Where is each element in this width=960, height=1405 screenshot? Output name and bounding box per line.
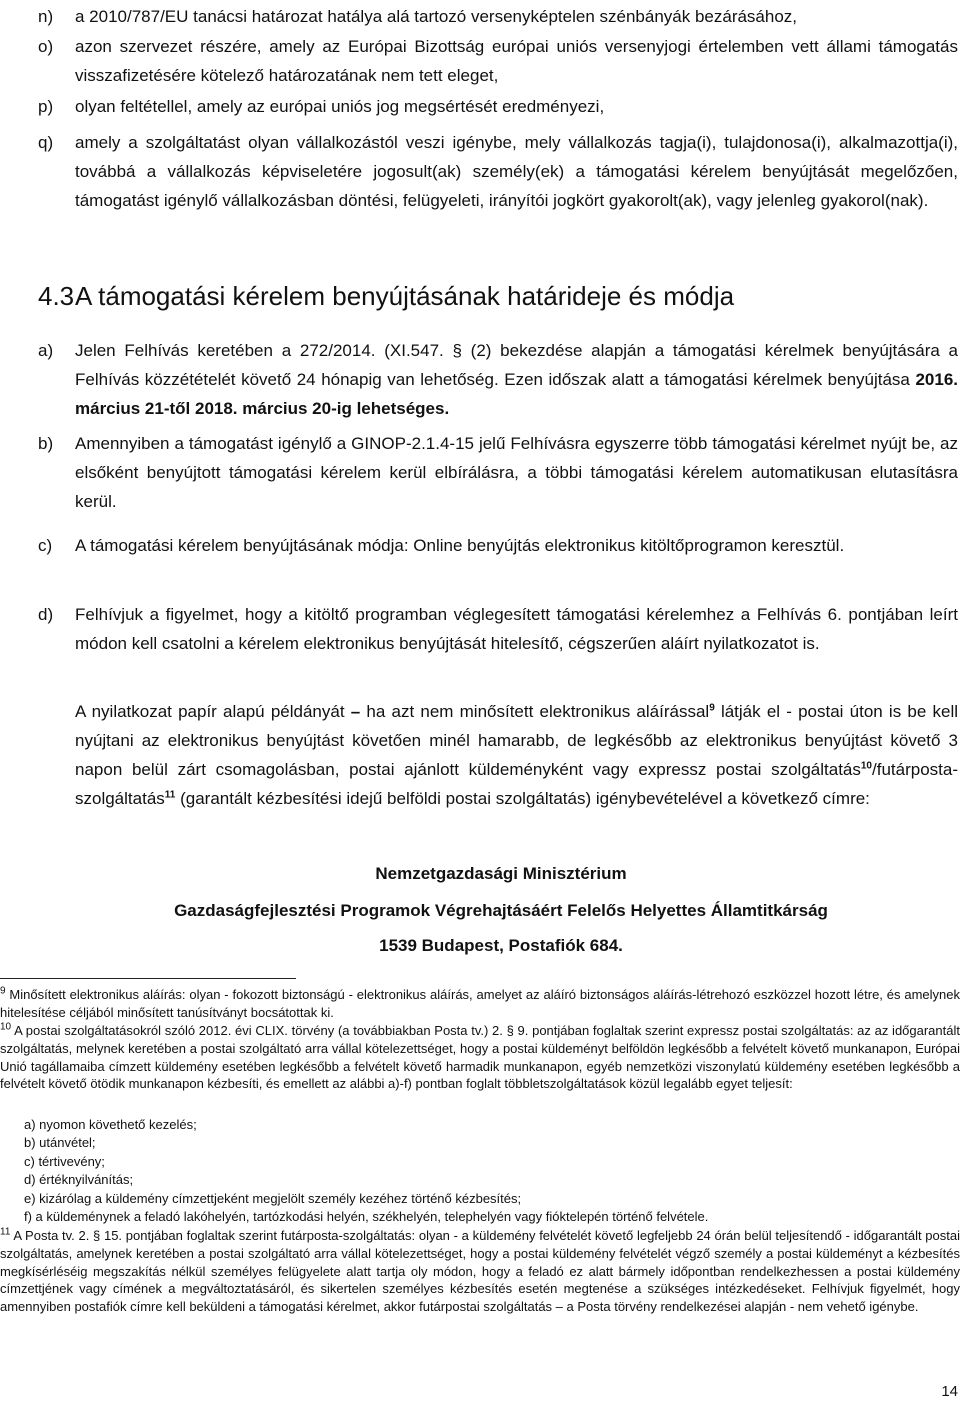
list-item: a) nyomon követhető kezelés; — [24, 1117, 197, 1132]
list-item: f) a küldeménynek a feladó lakóhelyén, tartózkodási helyén, székhelyén, telephelyén vagy fióktelepén történő felvétele. — [24, 1209, 709, 1225]
paragraph-text: ha azt nem minősített elektronikus aláírással — [360, 702, 710, 721]
footnote-number: 9 — [0, 985, 6, 997]
address-department: Gazdaságfejlesztési Programok Végrehajtásáért Felelős Helyettes Államtitkárság — [174, 901, 828, 920]
list-item-text: azon szervezet részére, amely az Európai Bizottság európai uniós versenyjogi értelemben vett állami támogatás visszafizetésére kötelező határozatának nem tett eleget, — [75, 37, 958, 85]
footnote-ref-11[interactable]: 11 — [164, 789, 176, 801]
list-item-text: a 2010/787/EU tanácsi határozat hatálya alá tartozó versenyképtelen szénbányák bezárásához, — [75, 7, 798, 26]
list-item-c — [38, 531, 958, 560]
footnote-text: A postai szolgáltatásokról szóló 2012. évi CLIX. törvény (a továbbiakban Posta tv.) 2. § 9. pontjában foglaltak szerint expressz postai szolgáltatás: az az időgarantált szolgáltatás, melynek keretében a postai szolgáltató arra vállal kötelezettséget, hogy a postai küldeményt belföldön legkésőbb a felvételt követő munkanapon, Európai Unió tagállamaiba címzett küldemény esetében legkésőbb a felvételt követő harmadik munkanapon, egyéb nemzetközi viszonylatú küldemény esetében legkésőbb a felvételt követő ötödik munkanapon kézbesíti, és emellett az alábbi a)-f) pontban foglalt többletszolgáltatások közül legalább egyet teljesít: — [0, 1023, 960, 1092]
list-marker: a) — [38, 341, 54, 360]
footnote-text: Minősített elektronikus aláírás: olyan - fokozott biztonságú - elektronikus aláírás, amelyet az aláíró biztonságos aláírás-létrehozó eszközzel hozott létre, és amelynek hitelesítése céljából minősített tanúsítványt bocsátottak ki. — [0, 987, 960, 1020]
address-ministry: Nemzetgazdasági Minisztérium — [375, 864, 627, 883]
list-item: c) tértivevény; — [24, 1153, 105, 1169]
list-item-text: Felhívjuk a figyelmet, hogy a kitöltő programban véglegesített támogatási kérelemhez a Felhívás 6. pontjában leírt módon kell csatolni a kérelem elektronikus benyújtását hitelesítő, cégszerűen aláírt nyilatkozatot is. — [75, 605, 958, 653]
footnote-number: 10 — [0, 1021, 12, 1033]
list-item-n — [38, 2, 958, 31]
declaration-paragraph — [75, 697, 958, 813]
list-item-q — [38, 128, 958, 215]
list-item-text: Amennyiben a támogatást igénylő a GINOP-2.1.4-15 jelű Felhívásra egyszerre több támogatási kérelmet nyújt be, az elsőként benyújtott támogatási kérelem kerül elbírálásra, a többi támogatási kérelem automatikusan elutasításra kerül. — [75, 434, 958, 511]
list-item-text: amely a szolgáltatást olyan vállalkozástól veszi igénybe, mely vállalkozás tagja(i), tulajdonosa(i), alkalmazottja(i), továbbá a vállalkozás képviseletére jogosult(ak) személy(ek) a támogatási kérelem benyújtását megelőzően, támogatást igénylő vállalkozásban döntési, felügyeleti, irányítói jogkört gyakorolt(ak), vagy jelenleg gyakorol(nak). — [75, 133, 958, 210]
section-title: A támogatási kérelem benyújtásának határideje és módja — [75, 281, 735, 311]
section-number: 4.3 — [38, 281, 75, 311]
paragraph-dash: – — [350, 702, 361, 721]
footnote-number: 11 — [0, 1226, 11, 1238]
list-marker: n) — [38, 7, 54, 26]
list-item-o — [38, 32, 958, 90]
paragraph-text: (garantált kézbesítési idejű belföldi postai szolgáltatás) igénybevételével a következő címre: — [175, 789, 870, 808]
address-postal: 1539 Budapest, Postafiók 684. — [379, 936, 623, 955]
footnote-ref-10[interactable]: 10 — [860, 760, 872, 772]
footnote-ref-9[interactable]: 9 — [709, 702, 715, 714]
list-marker: b) — [38, 434, 54, 453]
list-item-d — [38, 600, 958, 658]
footnote-separator — [0, 978, 296, 979]
footnote-11 — [0, 1227, 960, 1316]
paragraph-text: /futárposta-szolgáltatás — [75, 760, 958, 808]
footnote-10-list — [24, 1116, 954, 1226]
paragraph-text: látják el - postai úton is be kell nyújtani az elektronikus benyújtást követően minél hamarabb, de legkésőbb az elektronikus benyújtást követő 3 napon belül zárt csomagolásban, postai ajánlott küldeményként vagy expressz postai szolgáltatás — [75, 702, 958, 779]
list-item: e) kizárólag a küldemény címzettjeként megjelölt személy kezéhez történő kézbesítés; — [24, 1190, 522, 1206]
list-item-p — [38, 92, 958, 121]
footnote-9 — [0, 986, 960, 1022]
footnote-10 — [0, 1022, 960, 1093]
list-item-b — [38, 429, 958, 516]
list-item: b) utánvétel; — [24, 1135, 96, 1151]
paragraph-text: A nyilatkozat papír alapú példányát — [75, 702, 351, 721]
list-item-a — [38, 336, 958, 423]
list-marker: o) — [38, 37, 54, 56]
deadline-text: Jelen Felhívás keretében a 272/2014. (XI.547. § (2) bekezdése alapján a támogatási kérelmek benyújtására a Felhívás közzétételét követő 24 hónapig van lehetőség. Ezen időszak alatt a támogatási kérelmek benyújtása — [75, 341, 958, 389]
list-item-text: olyan feltétellel, amely az európai uniós jog megsértését eredményezi, — [75, 97, 605, 116]
list-marker: d) — [38, 605, 54, 624]
page-number: 14 — [941, 1383, 958, 1400]
list-item-text: A támogatási kérelem benyújtásának módja: Online benyújtás elektronikus kitöltőprogramon keresztül. — [75, 536, 845, 555]
list-marker: p) — [38, 97, 54, 116]
footnote-text: A Posta tv. 2. § 15. pontjában foglaltak szerint futárposta-szolgáltatás: olyan - a küldemény felvételét követő legfeljebb 24 órán belül teljesítendő - időgarantált postai szolgáltatás, amelynek keretében a postai szolgáltató arra vállal kötelezettséget, hogy a postai küldemény felvételét végző személy a postai küldeményt a kézbesítés megkísérléséig megszakítás nélkül személyes felügyelete alatt tartja oly módon, hogy a feladó ez alatt bármely időpontban rendelkezhessen a postai küldemény címzettjének vagy címének a megváltoztatásáról, és sikertelen személyes kézbesítés esetén megtenése a szükséges intézkedéseket. Felhívjuk figyelmét, hogy amennyiben postafiók címre kell beküldeni a támogatási kérelmet, akkor futárpostai szolgáltatás – a Posta törvény rendelkezései alapján - nem vehető igénybe. — [0, 1228, 960, 1315]
list-item-text — [75, 336, 958, 423]
list-item: d) értéknyilvánítás; — [24, 1172, 134, 1188]
list-marker: q) — [38, 133, 54, 152]
list-marker: c) — [38, 536, 53, 555]
deadline-dates: 2016. március 21-től 2018. március 20-ig lehetséges. — [75, 370, 958, 418]
